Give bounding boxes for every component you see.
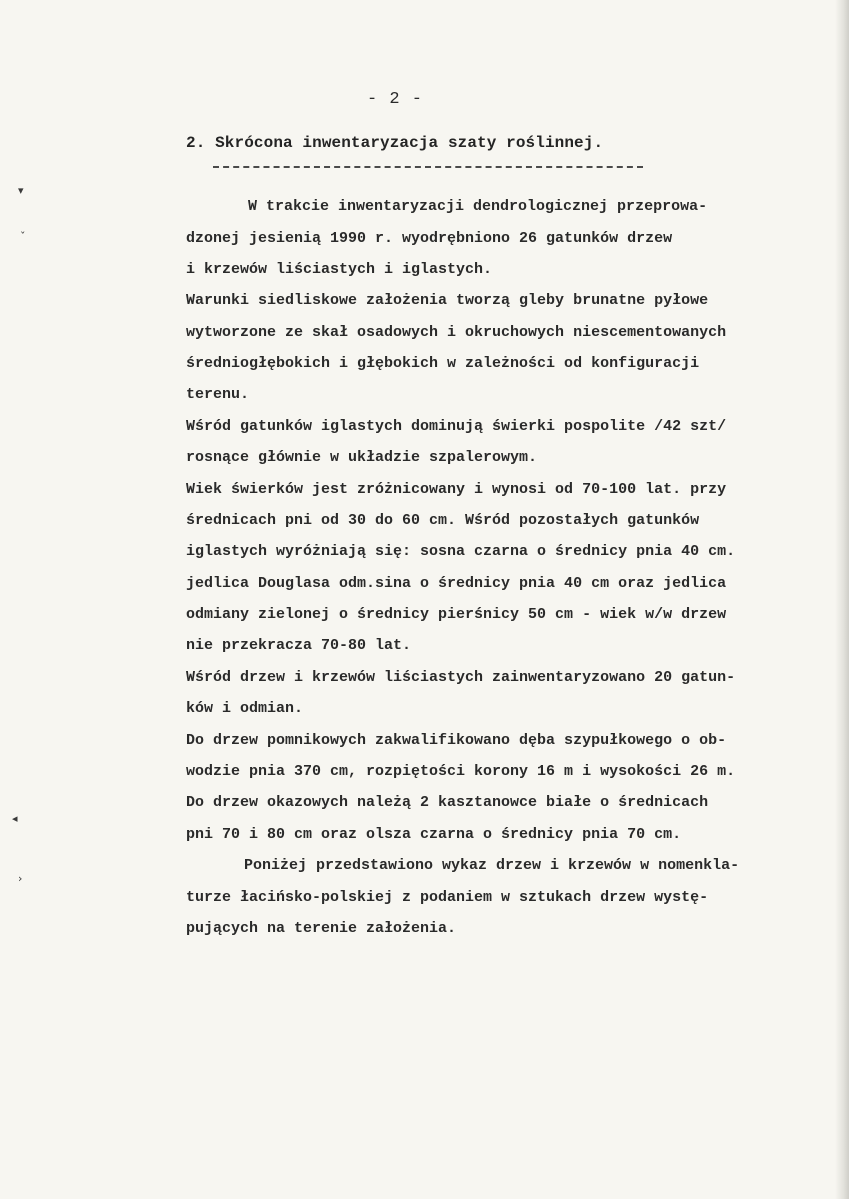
body-line: Wiek świerków jest zróżnicowany i wynosi od 70-100 lat. przy xyxy=(186,481,727,498)
body-line: średniogłębokich i głębokich w zależności od konfiguracji xyxy=(186,355,700,372)
margin-mark: ◂ xyxy=(12,812,18,825)
body-line: Poniżej przedstawiono wykaz drzew i krzewów w nomenkla- xyxy=(244,857,740,874)
body-line: odmiany zielonej o średnicy pierśnicy 50 cm - wiek w/w drzew xyxy=(186,606,727,623)
body-line: Do drzew okazowych należą 2 kasztanowce białe o średnicach xyxy=(186,794,709,811)
margin-mark: ˇ xyxy=(20,230,26,243)
heading-underline xyxy=(213,166,643,168)
body-line: pujących na terenie założenia. xyxy=(186,920,457,937)
body-line: Warunki siedliskowe założenia tworzą gleby brunatne pyłowe xyxy=(186,292,709,309)
body-line: Do drzew pomnikowych zakwalifikowano dęba szypułkowego o ob- xyxy=(186,732,727,749)
body-line: jedlica Douglasa odm.sina o średnicy pnia 40 cm oraz jedlica xyxy=(186,575,727,592)
page-edge-shadow xyxy=(835,0,849,1199)
body-line: nie przekracza 70-80 lat. xyxy=(186,637,412,654)
body-line: wodzie pnia 370 cm, rozpiętości korony 16 m i wysokości 26 m. xyxy=(186,763,736,780)
margin-mark: ▾ xyxy=(18,184,24,197)
body-line: terenu. xyxy=(186,386,250,403)
body-line: i krzewów liściastych i iglastych. xyxy=(186,261,493,278)
body-line: pni 70 i 80 cm oraz olsza czarna o średnicy pnia 70 cm. xyxy=(186,826,682,843)
body-line: iglastych wyróżniają się: sosna czarna o średnicy pnia 40 cm. xyxy=(186,543,736,560)
body-line: dzonej jesienią 1990 r. wyodrębniono 26 gatunków drzew xyxy=(186,230,673,247)
body-line: średnicach pni od 30 do 60 cm. Wśród pozostałych gatunków xyxy=(186,512,700,529)
body-line: turze łacińsko-polskiej z podaniem w sztukach drzew wystę- xyxy=(186,889,709,906)
body-line: Wśród drzew i krzewów liściastych zainwentaryzowano 20 gatun- xyxy=(186,669,736,686)
section-heading: 2. Skrócona inwentaryzacja szaty roślinnej. xyxy=(186,134,604,152)
body-line: Wśród gatunków iglastych dominują świerki pospolite /42 szt/ xyxy=(186,418,727,435)
body-line: W trakcie inwentaryzacji dendrologicznej przeprowa- xyxy=(248,198,708,215)
page-number: - 2 - xyxy=(366,90,423,109)
margin-mark: › xyxy=(18,872,23,885)
body-line: rosnące głównie w układzie szpalerowym. xyxy=(186,449,538,466)
body-line: wytworzone ze skał osadowych i okruchowych niescementowanych xyxy=(186,324,727,341)
body-line: ków i odmian. xyxy=(186,700,304,717)
